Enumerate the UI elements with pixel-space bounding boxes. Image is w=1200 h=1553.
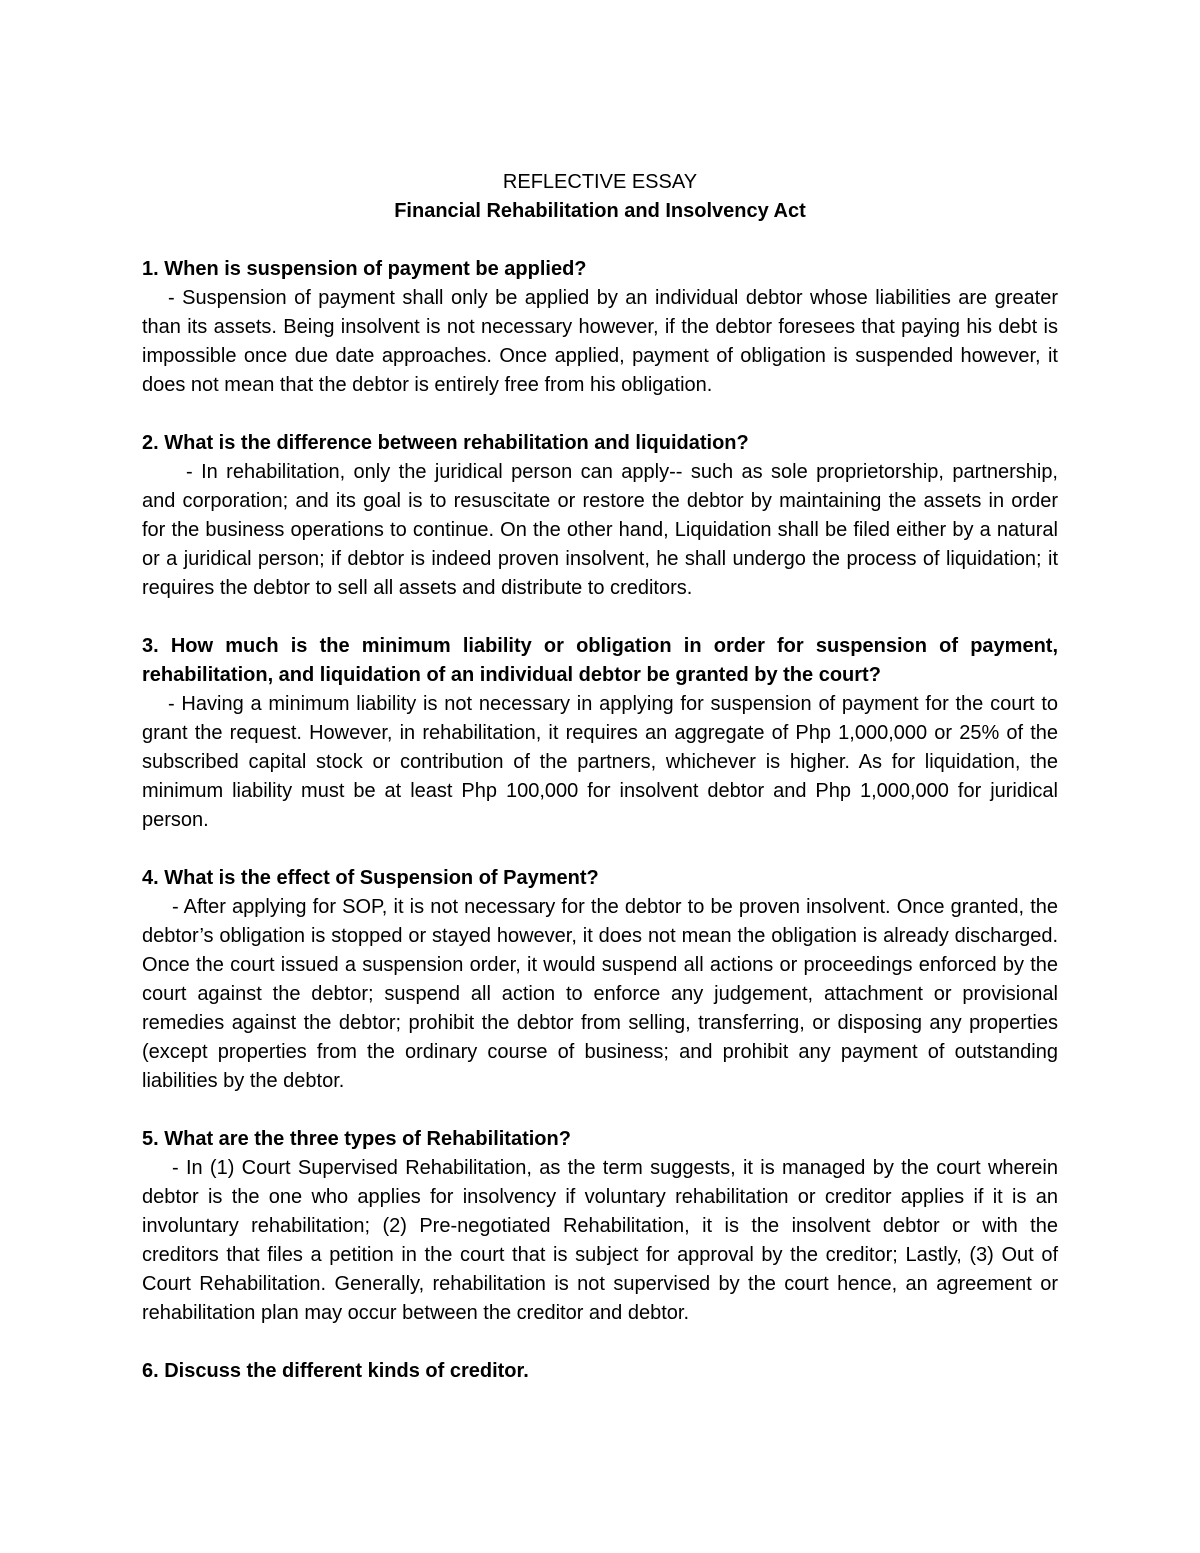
question-2: 2. What is the difference between rehabilitation and liquidation? — [142, 432, 749, 454]
question-3: 3. How much is the minimum liability or obligation in order for suspension of payment, rehabilitation, and liquidation of an individual debtor be granted by the court? — [142, 635, 1058, 686]
document-page — [142, 168, 1058, 1386]
document-subtitle: Financial Rehabilitation and Insolvency Act — [394, 200, 806, 222]
answer-2 — [142, 458, 1058, 603]
answer-1 — [142, 284, 1058, 400]
question-4: 4. What is the effect of Suspension of Payment? — [142, 867, 599, 889]
answer-2-text: - In rehabilitation, only the juridical person can apply-- such as sole proprietorship, partnership, and corporation; and its goal is to resuscitate or restore the debtor by maintaining the assets in order for the business operations to continue. On the other hand, Liquidation shall be filed either by a natural or a juridical person; if debtor is indeed proven insolvent, he shall undergo the process of liquidation; it requires the debtor to sell all assets and distribute to creditors. — [142, 461, 1058, 599]
question-5: 5. What are the three types of Rehabilitation? — [142, 1128, 571, 1150]
answer-5-text: - In (1) Court Supervised Rehabilitation, as the term suggests, it is managed by the court wherein debtor is the one who applies for insolvency if voluntary rehabilitation or creditor applies if it is an involuntary rehabilitation; (2) Pre-negotiated Rehabilitation, it is the insolvent debtor or with the creditors that files a petition in the court that is subject for approval by the creditor; Lastly, (3) Out of Court Rehabilitation. Generally, rehabilitation is not supervised by the court hence, an agreement or rehabilitation plan may occur between the creditor and debtor. — [142, 1157, 1058, 1324]
answer-5 — [142, 1154, 1058, 1328]
answer-1-text: - Suspension of payment shall only be applied by an individual debtor whose liabilities are greater than its assets. Being insolvent is not necessary however, if the debtor foresees that paying his debt is impossible once due date approaches. Once applied, payment of obligation is suspended however, it does not mean that the debtor is entirely free from his obligation. — [142, 287, 1058, 396]
answer-3-text: - Having a minimum liability is not necessary in applying for suspension of payment for the court to grant the request. However, in rehabilitation, it requires an aggregate of Php 1,000,000 or 25% of the subscribed capital stock or contribution of the partners, whichever is higher. As for liquidation, the minimum liability must be at least Php 100,000 for insolvent debtor and Php 1,000,000 for juridical person. — [142, 693, 1058, 831]
document-title: REFLECTIVE ESSAY — [502, 171, 698, 193]
question-6: 6. Discuss the different kinds of creditor. — [142, 1360, 529, 1382]
question-1: 1. When is suspension of payment be applied? — [142, 258, 587, 280]
answer-3 — [142, 690, 1058, 835]
answer-4 — [142, 893, 1058, 1096]
answer-4-text: - After applying for SOP, it is not necessary for the debtor to be proven insolvent. Once granted, the debtor’s obligation is stopped or stayed however, it does not mean the obligation is already discharged. Once the court issued a suspension order, it would suspend all actions or proceedings enforced by the court against the debtor; suspend all action to enforce any judgement, attachment or provisional remedies against the debtor; prohibit the debtor from selling, transferring, or disposing any properties (except properties from the ordinary course of business; and prohibit any payment of outstanding liabilities by the debtor. — [142, 896, 1058, 1092]
